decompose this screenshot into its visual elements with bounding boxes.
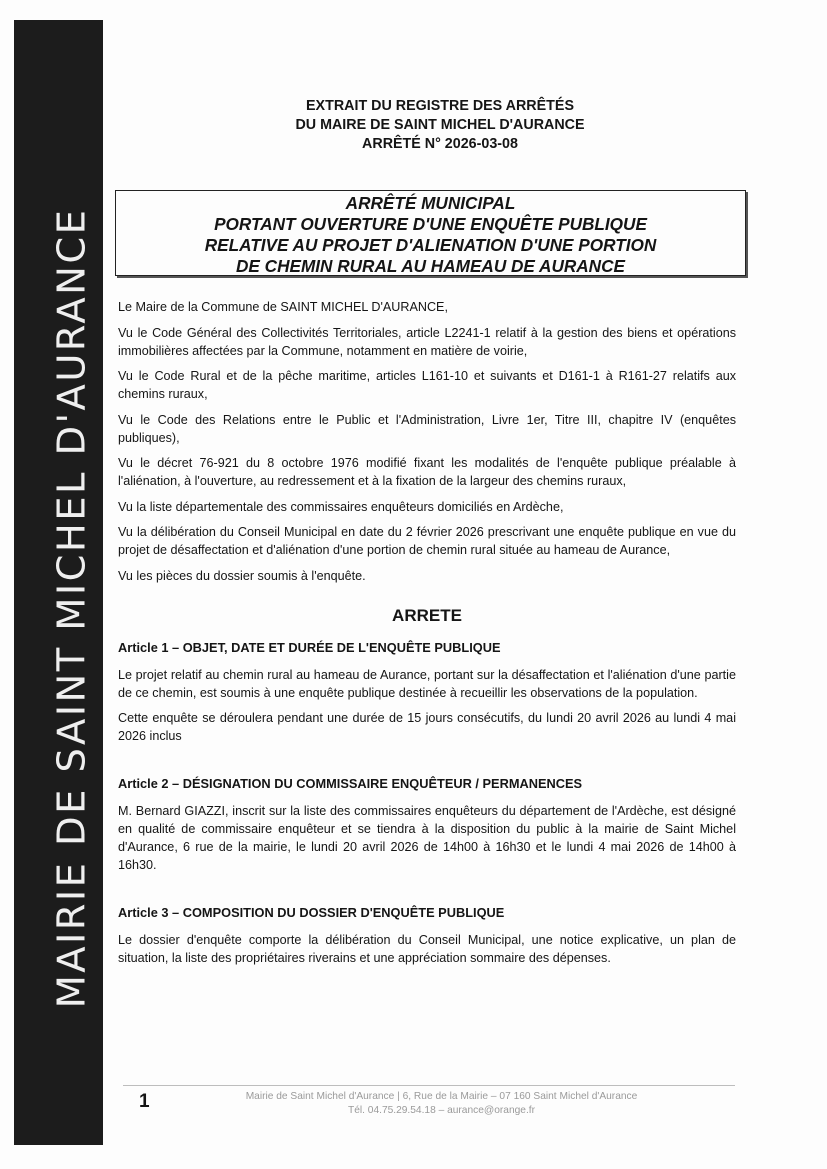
article-3-paragraph: Le dossier d'enquête comporte la délibération du Conseil Municipal, une notice explicative, un plan de situation, la liste des propriétaires riverains et une appréciation sommaire des dépenses. [118, 933, 736, 965]
article-1-paragraph: Le projet relatif au chemin rural au hameau de Aurance, portant sur la désaffectation et l'aliénation d'une partie de ce chemin, est soumis à une enquête publique destinée à recueillir les observations de la population. [118, 667, 736, 700]
title-line: RELATIVE AU PROJET D'ALIENATION D'UNE PORTION [204, 235, 657, 255]
footer-contact: Tél. 04.75.29.54.18 – aurance@orange.fr [347, 1105, 536, 1116]
preamble-paragraph: Vu le Code des Relations entre le Public et l'Administration, Livre 1er, Titre III, chapitre IV (enquêtes publiques), [118, 412, 736, 445]
page-number: 1 [139, 1091, 150, 1112]
title-line: ARRÊTÉ MUNICIPAL [345, 193, 516, 213]
arrete-heading: ARRETE [392, 605, 462, 625]
footer-divider [123, 1085, 735, 1086]
article-1-paragraph: Cette enquête se déroulera pendant une durée de 15 jours consécutifs, du lundi 20 avril 2026 au lundi 4 mai 2026 inclus [118, 711, 736, 743]
preamble-paragraph: Vu le Code Rural et de la pêche maritime, articles L161-10 et suivants et D161-1 à R161-27 relatifs aux chemins ruraux, [118, 369, 736, 401]
preamble-paragraph: Vu la liste départementale des commissaires enquêteurs domiciliés en Ardèche, [118, 499, 564, 514]
footer-address [200, 1090, 683, 1118]
arrete-number: ARRÊTÉ N° 2026-03-08 [362, 136, 518, 152]
title-line: DE CHEMIN RURAL AU HAMEAU DE AURANCE [236, 256, 625, 276]
article-3-title: Article 3 – COMPOSITION DU DOSSIER D'ENQUÊTE PUBLIQUE [118, 905, 505, 920]
side-banner-text: MAIRIE DE SAINT MICHEL D'AURANCE [49, 207, 95, 1009]
header-line: EXTRAIT DU REGISTRE DES ARRÊTÉS [306, 98, 574, 114]
article-2-paragraph: M. Bernard GIAZZI, inscrit sur la liste des commissaires enquêteurs du département de l'Ardèche, est désigné en qualité de commissaire enquêteur et se tiendra à la disposition du public à la mairie de Saint Michel d'Aurance, 6 rue de la mairie, le lundi 20 avril 2026 de 14h00 à 16h30 et le lundi 4 mai 2026 de 14h00 à 16h30. [118, 804, 736, 872]
preamble-paragraph: Vu le décret 76-921 du 8 octobre 1976 modifié fixant les modalités de l'enquête publique préalable à l'aliénation, à l'ouverture, au redressement et à la fixation de la largeur des chemins ruraux, [118, 456, 736, 488]
preamble-paragraph: Vu la délibération du Conseil Municipal en date du 2 février 2026 prescrivant une enquête publique en vue du projet de désaffectation et d'aliénation d'une portion de chemin rural située au hameau de Aurance, [118, 525, 736, 557]
document-header [200, 97, 680, 154]
title-line: PORTANT OUVERTURE D'UNE ENQUÊTE PUBLIQUE [214, 214, 647, 234]
side-banner [14, 20, 103, 1145]
footer-line: Mairie de Saint Michel d'Aurance | 6, Rue de la Mairie – 07 160 Saint Michel d'Aurance [245, 1091, 638, 1102]
article-1-title: Article 1 – OBJET, DATE ET DURÉE DE L'ENQUÊTE PUBLIQUE [118, 639, 501, 655]
document-body [118, 298, 736, 975]
preamble-paragraph: Vu les pièces du dossier soumis à l'enquête. [118, 568, 366, 583]
header-line: DU MAIRE DE SAINT MICHEL D'AURANCE [295, 117, 585, 133]
title-box [115, 190, 746, 276]
article-2-title: Article 2 – DÉSIGNATION DU COMMISSAIRE ENQUÊTEUR / PERMANENCES [118, 776, 583, 791]
preamble-paragraph: Le Maire de la Commune de SAINT MICHEL D'AURANCE, [118, 300, 448, 314]
preamble-paragraph: Vu le Code Général des Collectivités Territoriales, article L2241-1 relatif à la gestion des biens et opérations immobilières affectées par la Commune, notamment en matière de voirie, [118, 325, 736, 358]
